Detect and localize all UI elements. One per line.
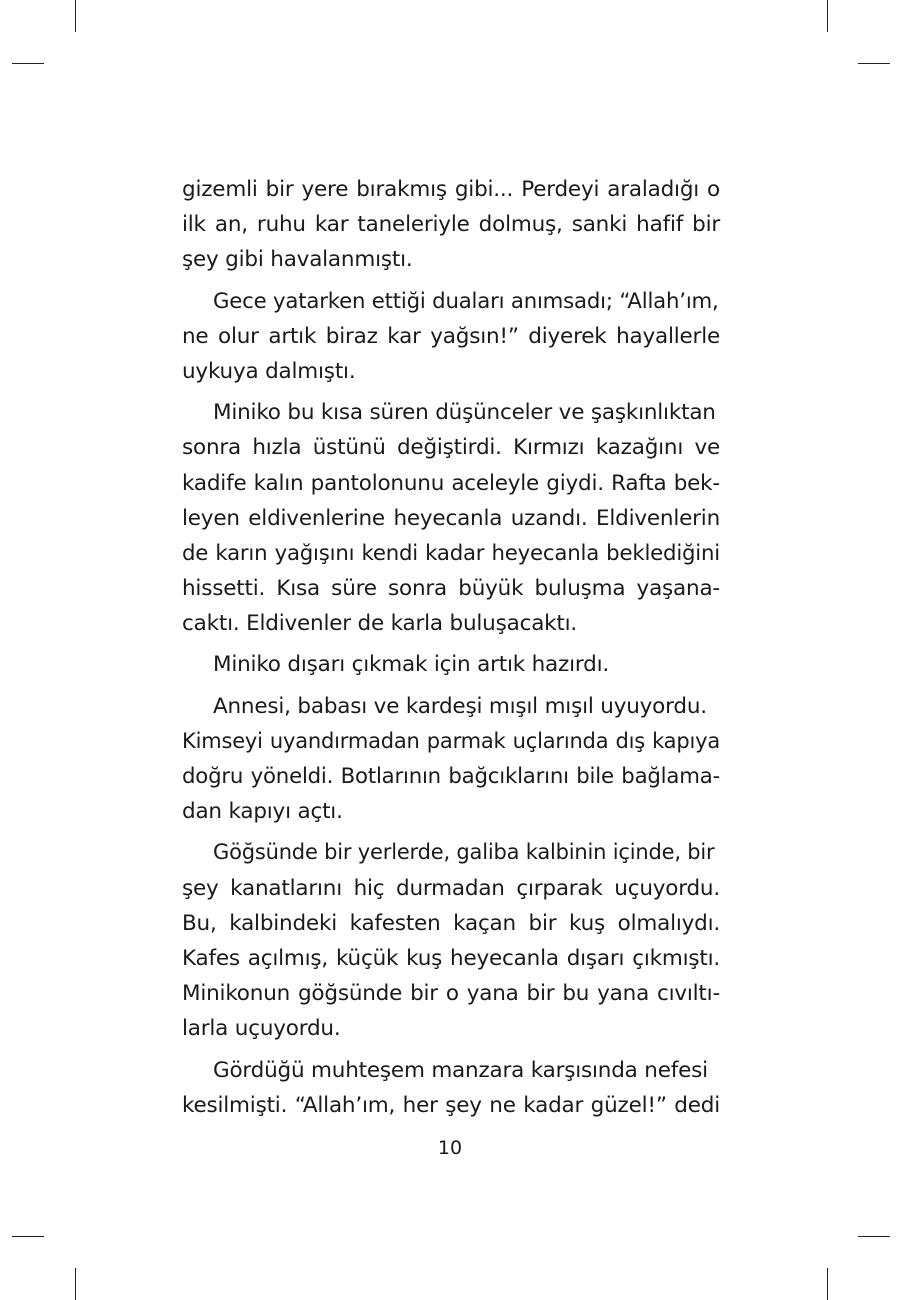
crop-mark-top-left	[75, 0, 76, 32]
text-line: Göğsünde bir yerlerde, galiba kalbinin içinde, bir	[213, 840, 715, 865]
text-line: caktı. Eldivenler de karla buluşacaktı.	[182, 611, 578, 637]
text-line: Gördüğü muhteşem manzara karşısında nefesi	[213, 1057, 708, 1083]
crop-mark-bottom-left	[75, 1268, 76, 1300]
text-line: Miniko dışarı çıkmak için artık hazırdı.	[213, 652, 609, 678]
text-line: ne olur artık biraz kar yağsın!” diyerek hayallerle	[182, 323, 720, 349]
text-line: Kafes açılmış, küçük kuş heyecanla dışarı çıkmıştı.	[182, 945, 720, 971]
paragraph	[182, 835, 720, 1046]
text-line: leyen eldivenlerine heyecanla uzandı. Eldivenlerin	[182, 505, 720, 531]
text-line: Miniko bu kısa süren düşünceler ve şaşkınlıktan	[213, 400, 716, 426]
crop-mark-left-top	[12, 63, 44, 64]
text-line: ilk an, ruhu kar taneleriyle dolmuş, sanki hafif bir	[182, 212, 720, 238]
crop-mark-bottom-right	[827, 1268, 828, 1300]
text-line: şey kanatlarını hiç durmadan çırparak uçuyordu.	[182, 875, 720, 901]
body-text	[182, 172, 720, 1123]
page-number: 10	[437, 1137, 463, 1159]
text-line: Kimseyi uyandırmadan parmak uçlarında dış kapıya	[182, 728, 720, 753]
text-line: kesilmişti. “Allah’ım, her şey ne kadar güzel!” dedi	[182, 1092, 720, 1118]
text-line: uykuya dalmıştı.	[182, 358, 356, 384]
paragraph	[182, 647, 720, 682]
text-line: doğru yöneldi. Botlarının bağcıklarını bile bağlama-	[182, 764, 720, 789]
text-line: sonra hızla üstünü değiştirdi. Kırmızı kazağını ve	[182, 435, 720, 461]
crop-mark-left-bottom	[12, 1236, 44, 1237]
text-line: de karın yağışını kendi kadar heyecanla beklediğini	[182, 540, 720, 566]
text-line: gizemli bir yere bırakmış gibi... Perdeyi araladığı o	[182, 177, 720, 202]
text-line: Minikonun göğsünde bir o yana bir bu yana cıvıltı-	[182, 981, 720, 1007]
paragraph	[182, 395, 720, 641]
crop-mark-right-top	[858, 63, 890, 64]
paragraph	[182, 689, 720, 830]
text-line: Bu, kalbindeki kafesten kaçan bir kuş olmalıydı.	[182, 910, 720, 936]
text-line: dan kapıyı açtı.	[182, 799, 343, 825]
crop-mark-top-right	[827, 0, 828, 32]
text-line: kadife kalın pantolonunu aceleyle giydi. Rafta bek-	[182, 470, 720, 496]
paragraph	[182, 1053, 720, 1123]
text-line: Annesi, babası ve kardeşi mışıl mışıl uyuyordu.	[213, 693, 707, 719]
paragraph	[182, 172, 720, 278]
text-line: Gece yatarken ettiği duaları anımsadı; “Allah’ım,	[213, 288, 719, 314]
crop-mark-right-bottom	[858, 1236, 890, 1237]
paragraph	[182, 284, 720, 390]
text-line: şey gibi havalanmıştı.	[182, 247, 413, 273]
text-line: hissetti. Kısa süre sonra büyük buluşma yaşana-	[182, 576, 720, 602]
text-line: larla uçuyordu.	[182, 1016, 341, 1042]
